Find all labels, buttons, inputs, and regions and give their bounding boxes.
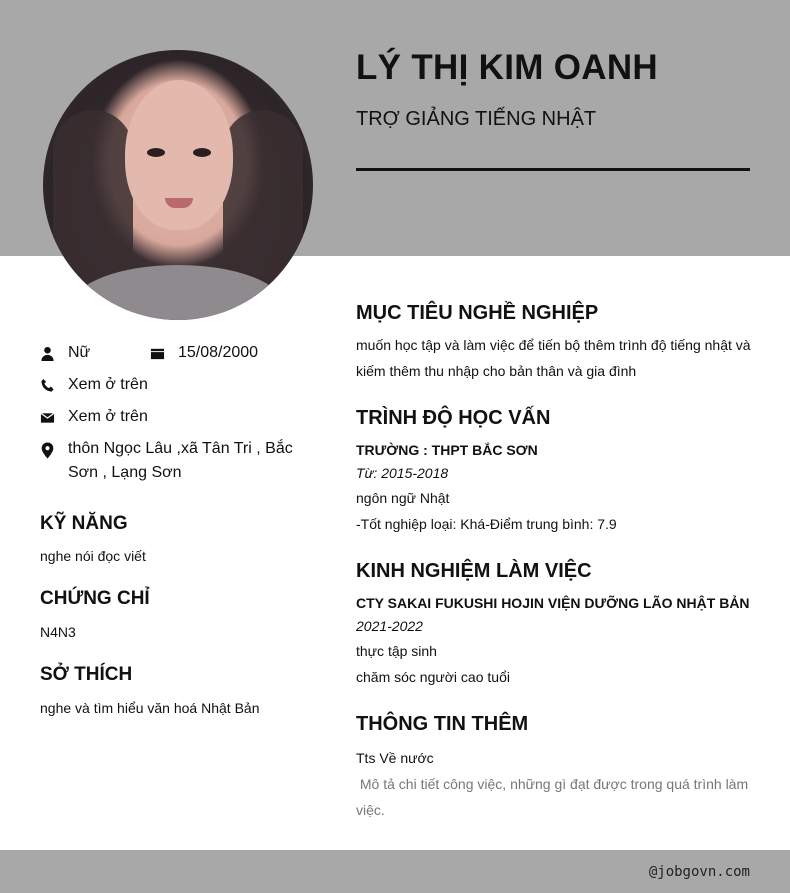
phone-text: Xem ở trên — [68, 376, 148, 393]
person-icon — [40, 346, 55, 361]
birthdate-row — [150, 344, 258, 365]
hobbies-text: nghe và tìm hiểu văn hoá Nhật Bản — [40, 700, 260, 716]
objective-text: muốn học tập và làm việc để tiến bộ thêm trình độ tiếng nhật và kiếm thêm thu nhập cho bản thân và gia đình — [356, 337, 751, 379]
experience-description: chăm sóc người cao tuổi — [356, 669, 510, 685]
candidate-name: LÝ THỊ KIM OANH — [356, 48, 658, 87]
email-text: Xem ở trên — [68, 408, 148, 425]
footer-band — [0, 850, 790, 893]
additional-heading: THÔNG TIN THÊM — [356, 713, 529, 735]
education-heading: TRÌNH ĐỘ HỌC VẤN — [356, 407, 551, 429]
education-period: Từ: 2015-2018 — [356, 465, 449, 481]
education-result: -Tốt nghiệp loại: Khá-Điểm trung bình: 7.9 — [356, 516, 617, 532]
experience-company: CTY SAKAI FUKUSHI HOJIN VIỆN DƯỠNG LÃO NHẬT BẢN — [356, 595, 750, 611]
job-title: TRỢ GIẢNG TIẾNG NHẬT — [356, 108, 597, 130]
education-major: ngôn ngữ Nhật — [356, 490, 450, 506]
certificates-text: N4N3 — [40, 624, 76, 640]
certificates-heading: CHỨNG CHỈ — [40, 588, 150, 609]
email-row — [40, 408, 148, 429]
phone-icon — [40, 378, 55, 393]
footer-brand: @jobgovn.com — [648, 864, 750, 880]
hobbies-heading: SỞ THÍCH — [40, 664, 133, 685]
calendar-icon — [150, 346, 165, 361]
experience-role: thực tập sinh — [356, 643, 437, 659]
experience-heading: KINH NGHIỆM LÀM VIỆC — [356, 560, 592, 582]
gender-row — [40, 344, 90, 365]
skills-heading: KỸ NĂNG — [40, 513, 128, 534]
gender-text: Nữ — [68, 344, 91, 361]
envelope-icon — [40, 410, 55, 425]
address-text: thôn Ngọc Lâu ,xã Tân Tri , Bắc Sơn , Lạng Sơn — [68, 440, 293, 481]
skills-text: nghe nói đọc viết — [40, 548, 146, 564]
experience-period: 2021-2022 — [356, 618, 423, 634]
location-pin-icon — [40, 442, 55, 457]
header-divider — [356, 168, 750, 171]
avatar — [43, 50, 313, 320]
additional-text: Tts Về nước — [356, 750, 434, 766]
phone-row — [40, 376, 148, 397]
education-school: TRƯỜNG : THPT BẮC SƠN — [356, 442, 538, 458]
additional-placeholder: Mô tả chi tiết công việc, những gì đạt được trong quá trình làm việc. — [356, 776, 753, 818]
birthdate-text: 15/08/2000 — [178, 344, 259, 361]
address-row — [40, 440, 300, 485]
objective-heading: MỤC TIÊU NGHỀ NGHIỆP — [356, 302, 599, 324]
